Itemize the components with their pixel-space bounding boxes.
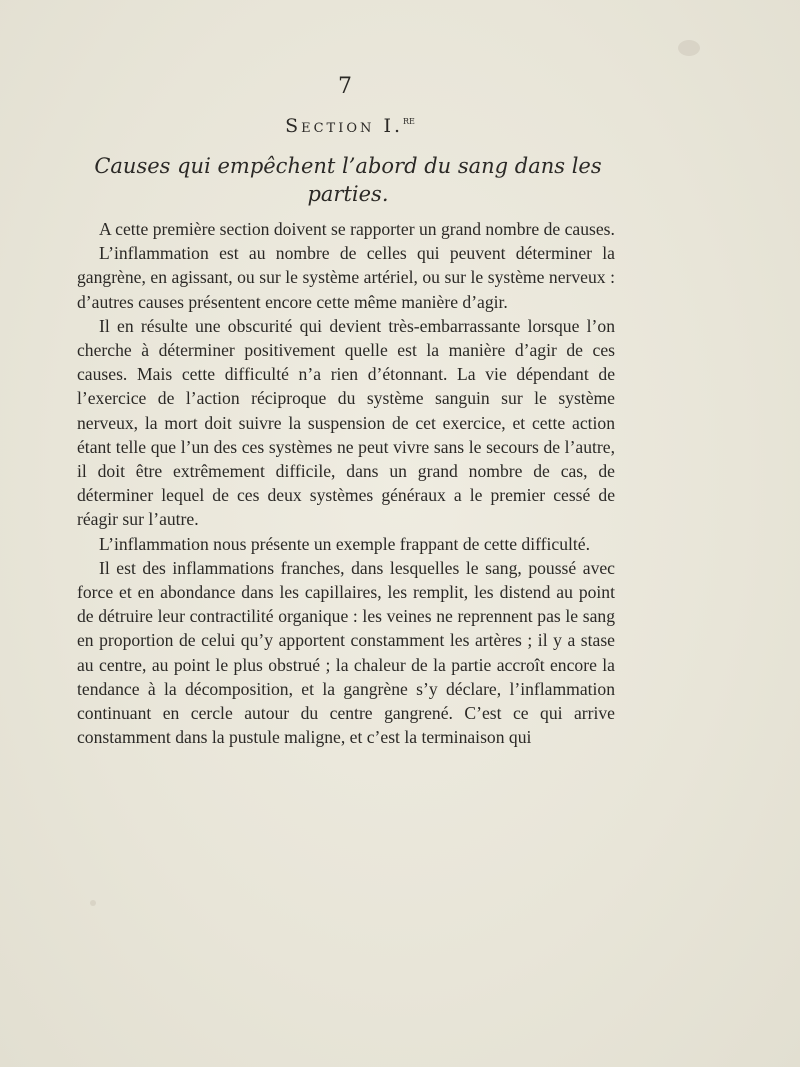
section-label: Section I. bbox=[285, 115, 403, 137]
paragraph: Il est des inflammations franches, dans lesquelles le sang, poussé avec force et en abondance dans les capillaires, les remplit, les distend au point de détruire leur contractilité organique : les veines ne reprennent pas le sang en proportion de celui qu’y apportent constamment les artères ; il y a stase au centre, au point le plus obstrué ; la chaleur de la partie accroît encore la tendance à la décomposition, et la gangrène s’y déclare, l’inflammation continuant en cercle autour du centre gangrené. C’est ce qui arrive constamment dans la pustule maligne, et c’est la terminaison qui bbox=[77, 557, 615, 748]
section-superscript: re bbox=[403, 114, 415, 127]
paper-stain bbox=[678, 40, 700, 56]
paragraph: L’inflammation nous présente un exemple frappant de cette difficulté. bbox=[99, 533, 590, 554]
paragraph: A cette première section doivent se rapporter un grand nombre de causes. bbox=[99, 219, 615, 239]
paragraph: Il en résulte une obscurité qui devient très-embarrassante lorsque l’on cherche à déterminer positivement quelle est la manière d’agir de ces causes. Mais cette difficulté n’a rien d’étonnant. La vie dépendant de l’exercice de l’action réciproque du système sanguin sur le système nerveux, la mort doit suivre la suspension de cet exercice, et cette action étant telle que l’un des ces systèmes ne peut vivre sans le secours de l’autre, il doit être extrêmement difficile, dans un grand nombre de cas, de déterminer lequel de ces deux systèmes généraux a le premier cessé de réagir sur l’autre. bbox=[77, 315, 615, 530]
paper-speck bbox=[90, 900, 96, 906]
page-number: 7 bbox=[338, 74, 352, 99]
section-title: Causes qui empêchent l’abord du sang dans les parties. bbox=[94, 154, 602, 206]
body-text bbox=[77, 217, 615, 749]
section-heading bbox=[0, 114, 700, 137]
paragraph: L’inflammation est au nombre de celles qui peuvent déterminer la gangrène, en agissant, ou sur le système artériel, ou sur le système nerveux : d’autres causes présentent encore cette même manière d’agir. bbox=[77, 243, 615, 312]
